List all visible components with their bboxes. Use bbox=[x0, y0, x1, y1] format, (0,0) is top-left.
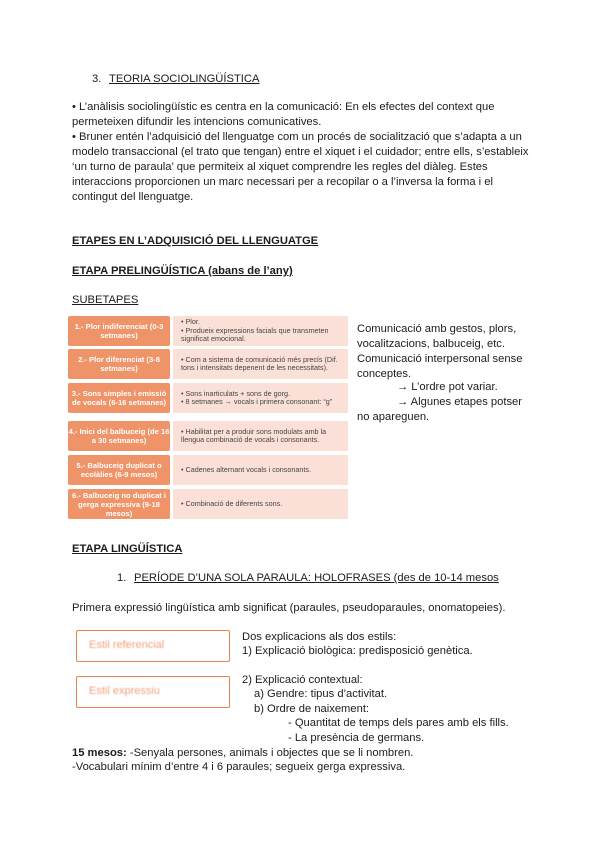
stage-description bbox=[173, 316, 348, 346]
explain-1: 1) Explicació biològica: predisposició genètica. bbox=[242, 645, 473, 657]
etapes-heading: ETAPES EN L’ADQUISICIÓ DEL LLENGUATGE bbox=[72, 235, 319, 247]
vocabulary-text: -Vocabulari mínim d’entre 4 i 6 paraules; segueix gerga expressiva. bbox=[72, 761, 406, 773]
stage-description-line: • Sons inarticulats + sons de gorg. bbox=[181, 388, 290, 398]
stage-name: 1.- Plor indiferenciat (0-3 setmanes) bbox=[68, 316, 170, 346]
style-referential-label: Estil referencial bbox=[89, 639, 165, 651]
stage-name: 6.- Balbuceig no duplicat i gerga expressiva (9-18 mesos) bbox=[68, 489, 170, 519]
stage-row bbox=[68, 316, 348, 346]
stage-description bbox=[173, 489, 348, 519]
stage-description-line: • Habilitat per a produir sons modulats amb la llengua combinació de vocals i consonants. bbox=[181, 426, 327, 444]
month15-line bbox=[72, 746, 413, 761]
stage-description bbox=[173, 421, 348, 451]
stage-row bbox=[68, 383, 348, 413]
stage-row bbox=[68, 349, 348, 379]
stage-description bbox=[173, 455, 348, 485]
stage-row bbox=[68, 489, 348, 519]
first-expression-text: Primera expressió lingüística amb significat (paraules, pseudoparaules, onomatopeies). bbox=[72, 602, 506, 614]
dash-2: - La presència de germans. bbox=[288, 732, 425, 744]
item-number: 1. bbox=[117, 572, 127, 584]
stage-row bbox=[68, 421, 348, 451]
prelinguistica-heading: ETAPA PRELINGÜÍSTICA (abans de l’any) bbox=[72, 265, 293, 277]
stage-name: 4.- Inici del balbuceig (de 16 a 30 setmanes) bbox=[68, 421, 170, 451]
style-expressive-label: Estil expressiu bbox=[89, 685, 160, 697]
paragraph-sociolinguistic: • L’anàlisis sociolingüístic es centra en la comunicació: En els efectes del context que permeteixen difundir les intencions comunicatives. bbox=[72, 101, 495, 128]
explain-2: 2) Explicació contextual: bbox=[242, 674, 363, 686]
month15-label: 15 mesos: bbox=[72, 747, 127, 759]
paragraph-bruner: • Bruner entén l’adquisició del llenguatge com un procés de socialització que s’adapta a un modelo transaccional (el trato que tengan) entre el xiquet i el cuidador; entre ells, s’estableix ‘un turno de paraula’ que permiteix al xiquet comprendre les regles del diàleg. Estes interaccions proporcionen un marc necessari per a recopilar o a l’inversa la forma i el contingut del llenguatge. bbox=[72, 131, 529, 203]
stage-description-line: • Combinació de diferents sons. bbox=[181, 498, 283, 508]
stage-name: 5.- Balbuceig duplicat o ecolàlies (6-9 mesos) bbox=[68, 455, 170, 485]
style-box-referential bbox=[76, 630, 230, 662]
stage-description-line: • Com a sistema de comunicació més precís (Dif. tons i intensitats depenent de les necessitats). bbox=[181, 354, 338, 372]
stage-name: 2.- Plor diferenciat (3-8 setmanes) bbox=[68, 349, 170, 379]
explain-2a: a) Gendre: tipus d’activitat. bbox=[254, 688, 388, 700]
side-arrow-1: → L’ordre pot variar. bbox=[397, 381, 498, 393]
subetapes-label: SUBETAPES bbox=[72, 294, 139, 306]
stage-name: 3.- Sons simples i emissió de vocals (6-16 setmanes) bbox=[68, 383, 170, 413]
stage-description bbox=[173, 349, 348, 379]
stage-description-line: • Cadenes alternant vocals i consonants. bbox=[181, 464, 311, 474]
style-box-expressive bbox=[76, 676, 230, 708]
section-title: TEORIA SOCIOLINGÜÍSTICA bbox=[109, 73, 260, 85]
section-number: 3. bbox=[92, 73, 102, 85]
side-arrow-2: → Algunes etapes potser no apareguen. bbox=[357, 396, 523, 423]
explain-2b: b) Ordre de naixement: bbox=[254, 703, 370, 715]
stage-description bbox=[173, 383, 348, 413]
stage-description-line: • Produeix expressions facials que transmeten significat emocional. bbox=[181, 325, 329, 344]
stage-description-line: • Plor. bbox=[181, 317, 200, 327]
side-text: Comunicació amb gestos, plors, vocalitzacions, balbuceig, etc. Comunicació interpersonal sense conceptes. bbox=[357, 323, 523, 380]
linguistica-heading: ETAPA LINGÜÍSTICA bbox=[72, 543, 183, 555]
stage-description-line: • 8 setmanes → vocals i primera consonant: “g” bbox=[181, 397, 333, 406]
explain-intro: Dos explicacions als dos estils: bbox=[242, 631, 397, 643]
holofrases-title: PERÍODE D’UNA SOLA PARAULA: HOLOFRASES (des de 10-14 mesos bbox=[134, 572, 499, 584]
stage-row bbox=[68, 455, 348, 485]
month15-text: -Senyala persones, animals i objectes que se li nombren. bbox=[126, 747, 414, 759]
dash-1: - Quantitat de temps dels pares amb els fills. bbox=[288, 717, 509, 729]
